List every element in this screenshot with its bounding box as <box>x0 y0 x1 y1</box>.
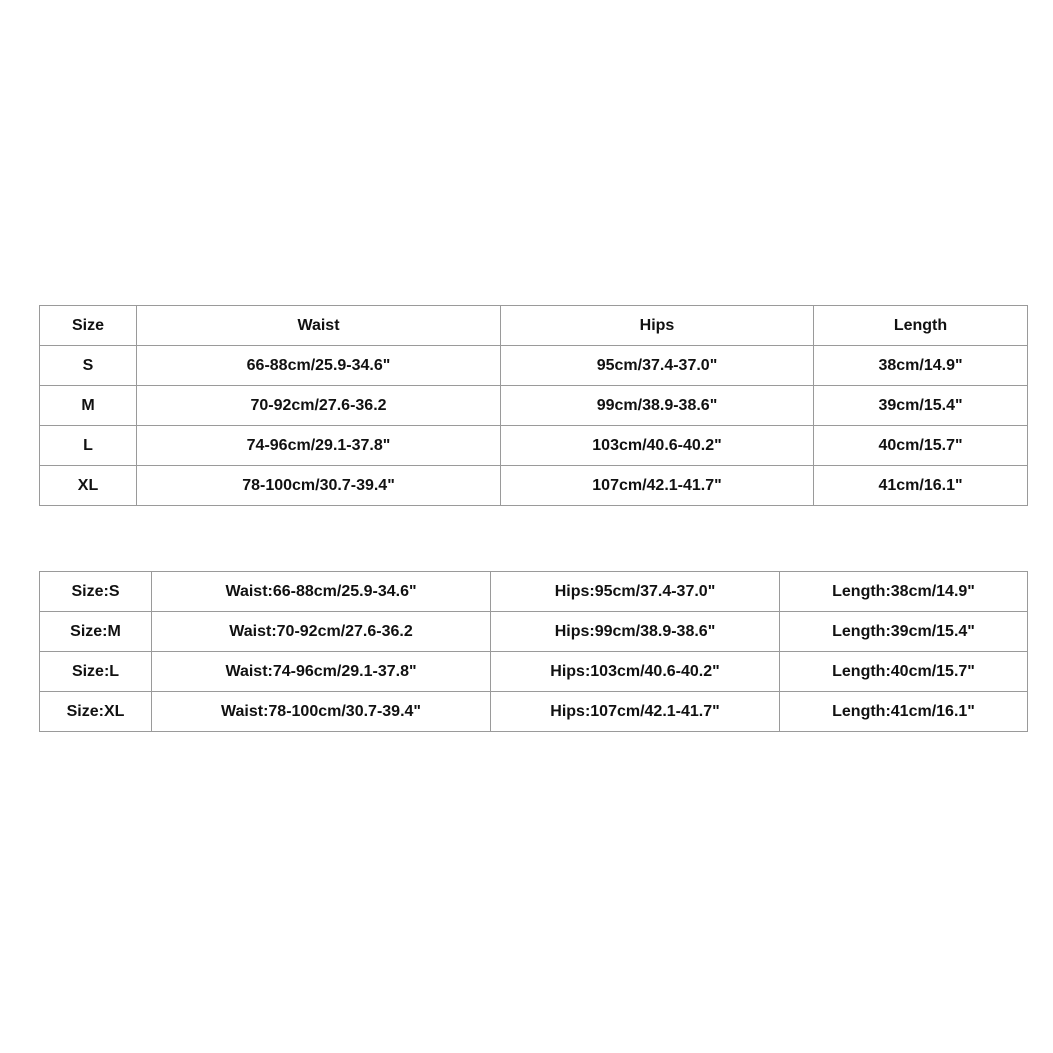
table-header-row <box>40 306 1028 346</box>
table-row <box>40 426 1028 466</box>
cell-hips: Hips:103cm/40.6-40.2" <box>491 652 780 692</box>
cell-hips: Hips:107cm/42.1-41.7" <box>491 692 780 732</box>
cell-waist: Waist:78-100cm/30.7-39.4" <box>152 692 491 732</box>
size-chart-table-inline-labels <box>39 571 1028 732</box>
size-chart-table-labeled-header <box>39 305 1028 506</box>
cell-size: L <box>40 426 137 466</box>
table-row <box>40 652 1028 692</box>
table-row <box>40 386 1028 426</box>
cell-size: M <box>40 386 137 426</box>
cell-hips: 95cm/37.4-37.0" <box>501 346 814 386</box>
cell-waist: Waist:66-88cm/25.9-34.6" <box>152 572 491 612</box>
cell-waist: 70-92cm/27.6-36.2 <box>137 386 501 426</box>
cell-size: S <box>40 346 137 386</box>
cell-length: 40cm/15.7" <box>814 426 1028 466</box>
header-hips: Hips <box>501 306 814 346</box>
table-row <box>40 572 1028 612</box>
cell-length: 41cm/16.1" <box>814 466 1028 506</box>
cell-hips: 103cm/40.6-40.2" <box>501 426 814 466</box>
cell-length: Length:41cm/16.1" <box>780 692 1028 732</box>
header-length: Length <box>814 306 1028 346</box>
cell-size: Size:L <box>40 652 152 692</box>
table-row <box>40 466 1028 506</box>
cell-size: Size:S <box>40 572 152 612</box>
header-size: Size <box>40 306 137 346</box>
table-row <box>40 346 1028 386</box>
cell-length: Length:40cm/15.7" <box>780 652 1028 692</box>
cell-size: Size:M <box>40 612 152 652</box>
cell-hips: 107cm/42.1-41.7" <box>501 466 814 506</box>
cell-hips: 99cm/38.9-38.6" <box>501 386 814 426</box>
cell-length: 39cm/15.4" <box>814 386 1028 426</box>
cell-waist: 78-100cm/30.7-39.4" <box>137 466 501 506</box>
cell-waist: 74-96cm/29.1-37.8" <box>137 426 501 466</box>
cell-length: 38cm/14.9" <box>814 346 1028 386</box>
header-waist: Waist <box>137 306 501 346</box>
cell-waist: 66-88cm/25.9-34.6" <box>137 346 501 386</box>
cell-size: XL <box>40 466 137 506</box>
cell-hips: Hips:99cm/38.9-38.6" <box>491 612 780 652</box>
cell-length: Length:38cm/14.9" <box>780 572 1028 612</box>
cell-waist: Waist:70-92cm/27.6-36.2 <box>152 612 491 652</box>
table-row <box>40 612 1028 652</box>
cell-hips: Hips:95cm/37.4-37.0" <box>491 572 780 612</box>
cell-length: Length:39cm/15.4" <box>780 612 1028 652</box>
table-row <box>40 692 1028 732</box>
cell-waist: Waist:74-96cm/29.1-37.8" <box>152 652 491 692</box>
cell-size: Size:XL <box>40 692 152 732</box>
